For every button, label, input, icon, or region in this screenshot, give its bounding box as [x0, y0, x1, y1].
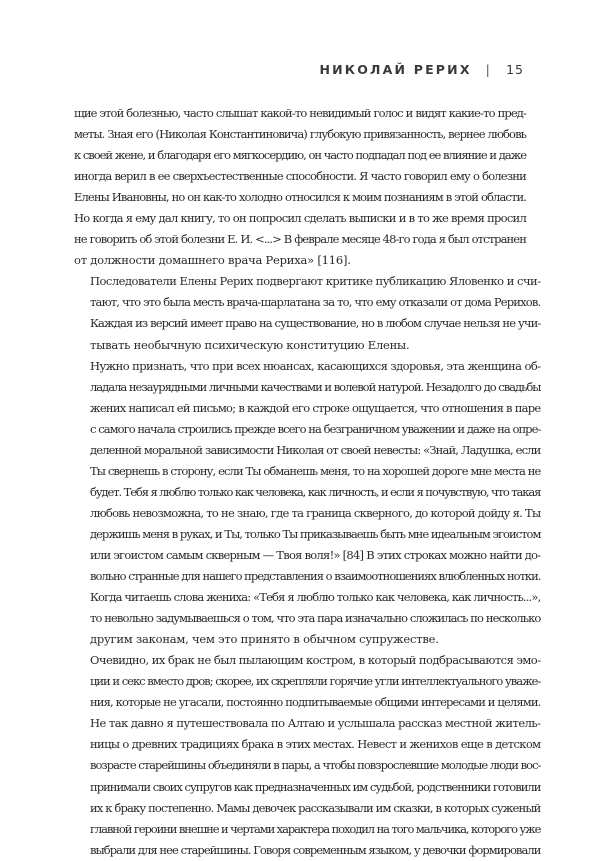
text-line: ции и секс вместо дров; скорее, их скрепляли горячие угли интеллектуального уваже- — [90, 674, 541, 689]
text-line: не говорить об этой болезни Е. И. <...> В феврале месяце 48-го года я был отстранен — [74, 232, 526, 247]
text-line: Не так давно я путешествовала по Алтаю и услышала рассказ местной житель- — [90, 716, 541, 731]
text-line: Когда читаешь слова жениха: «Тебя я люблю только как человека, как личность...», — [90, 590, 541, 605]
text-line: Елены Ивановны, но он как-то холодно относился к моим познаниям в этой области. — [74, 190, 526, 205]
text-line: Очевидно, их брак не был пылающим костром, в который подбрасываются эмо- — [90, 653, 541, 668]
running-head — [319, 62, 524, 77]
author-name: НИКОЛАЙ РЕРИХ — [319, 62, 472, 77]
text-line: любовь невозможна, то не знаю, где та граница скверного, до которой дойду я. Ты — [90, 505, 541, 520]
text-line: держишь меня в руках, и Ты, только Ты приказываешь быть мне идеальным эгоистом — [90, 526, 541, 541]
text-line: их к браку постепенно. Мамы девочек рассказывали им сказки, в которых суженый — [90, 800, 541, 815]
text-line: меты. Зная его (Николая Константиновича) глубокую привязанность, вернее любовь — [74, 127, 526, 142]
text-line: Каждая из версий имеет право на существование, но в любом случае нельзя не учи- — [90, 316, 541, 331]
text-line: или эгоистом самым скверным — Твоя воля!» [84] В этих строках можно найти до- — [90, 547, 541, 562]
text-line: с самого начала строились прежде всего на безграничном уважении и даже на опре- — [90, 421, 541, 436]
text-line: главной героини внешне и чертами характера походил на того мальчика, которого уже — [90, 821, 541, 836]
text-line: к своей жене, и благодаря его мягкосердию, он часто подпадал под ее влияние и даже — [74, 148, 526, 163]
paragraph-4 — [74, 650, 541, 713]
paragraph-1 — [74, 103, 526, 271]
text-line: будет. Тебя я люблю только как человека, как личность, и если я почувствую, что такая — [90, 484, 541, 499]
text-line: тают, что это была месть врача-шарлатана за то, что ему отказали от дома Рерихов. — [90, 295, 541, 310]
text-line: тывать необычную психическую конституцию Елены. — [90, 337, 410, 352]
header-separator: | — [485, 62, 493, 77]
text-line: деленной моральной зависимости Николая от своей невесты: «Знай, Ладушка, если — [90, 442, 541, 457]
text-line: то невольно задумываешься о том, что эта пара изначально сложилась по несколько — [90, 611, 541, 626]
text-line: другим законам, чем это принято в обычном супружестве. — [90, 632, 439, 647]
paragraph-3 — [74, 356, 541, 651]
paragraph-5 — [74, 713, 541, 860]
text-line: щие этой болезнью, часто слышат какой-то невидимый голос и видят какие-то пред- — [74, 106, 526, 120]
text-line: от должности домашнего врача Рериха» [116]. — [74, 253, 351, 268]
page-number: 15 — [506, 62, 524, 77]
text-line: иногда верил в ее сверхъестественные способности. Я часто говорил ему о болезни — [74, 169, 526, 184]
text-line: ладала незаурядными личными качествами и волевой натурой. Незадолго до свадьбы — [90, 379, 541, 394]
paragraph-2 — [74, 271, 541, 355]
text-line: возрасте старейшины объединяли в пары, а чтобы повзрослевшие молодые люди вос- — [90, 758, 541, 773]
text-line: Последователи Елены Рерих подвергают критике публикацию Яловенко и счи- — [90, 274, 541, 289]
text-line: принимали своих супругов как предназначенных им судьбой, родственники готовили — [90, 779, 541, 794]
text-line: ния, которые не угасали, постоянно подпитываемые общими интересами и целями. — [90, 695, 541, 710]
text-line: Ты свернешь в сторону, если Ты обманешь меня, то на хорошей дороге мне места не — [90, 463, 541, 478]
body-text — [74, 103, 541, 861]
text-line: Нужно признать, что при всех нюансах, касающихся здоровья, эта женщина об- — [90, 358, 541, 373]
text-line: ницы о древних традициях брака в этих местах. Невест и женихов еще в детском — [90, 737, 541, 752]
text-line: жених написал ей письмо; в каждой его строке ощущается, что отношения в паре — [90, 400, 541, 415]
text-line: вольно странные для нашего представления о взаимоотношениях влюбленных нотки. — [90, 569, 541, 584]
text-line: Но когда я ему дал книгу, то он попросил сделать выписки и в то же время просил — [74, 211, 526, 226]
text-line: выбрали для нее старейшины. Говоря современным языком, у девочки формировали — [90, 842, 541, 857]
